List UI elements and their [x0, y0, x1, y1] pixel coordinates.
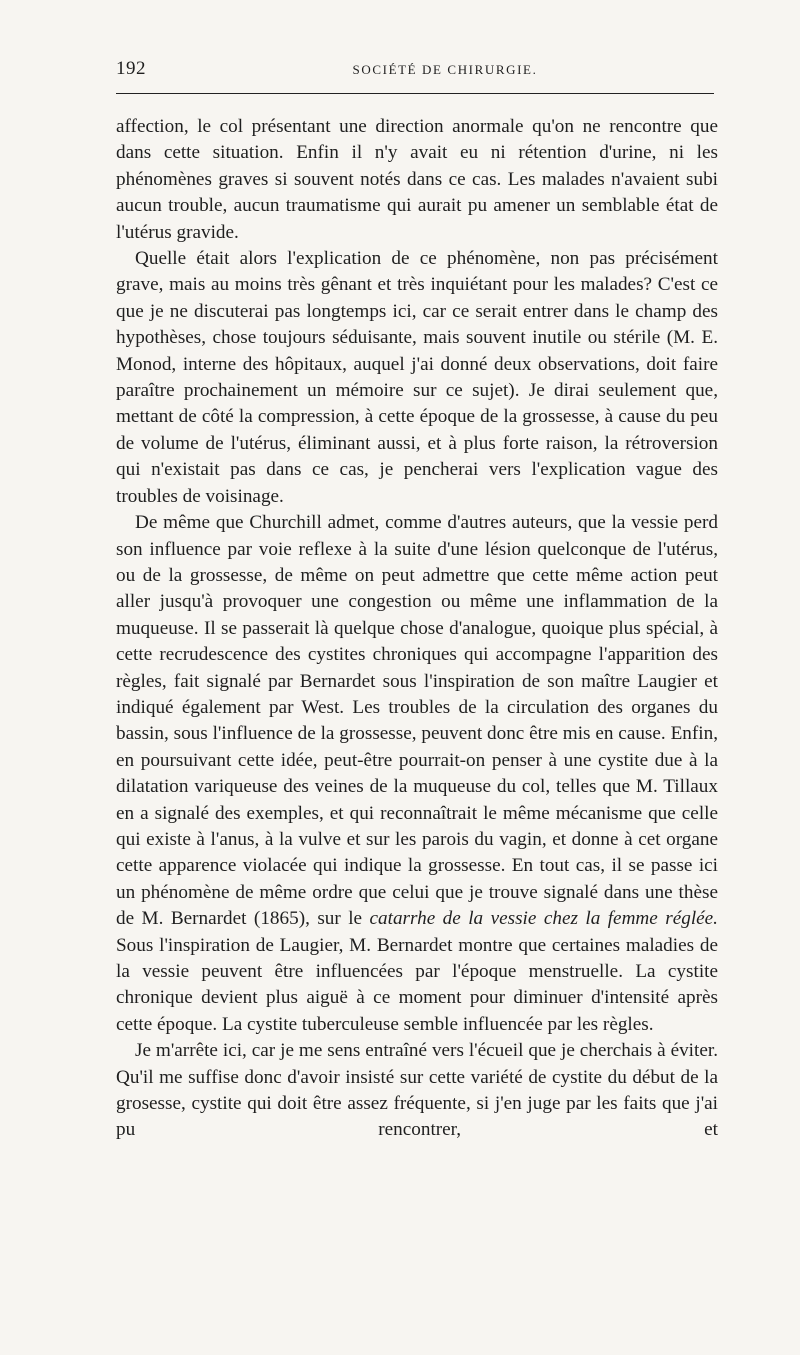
paragraph-3-text-after: Sous l'inspiration de Laugier, M. Bernardet montre que certaines maladies de la vessie peuvent être influencées par l'époque menstruelle. La cystite chronique devient plus aiguë à ce moment pour diminuer d'intensité après cette époque. La cystite tuberculeuse semble influencée par les règles. [116, 934, 718, 1035]
paragraph-4: Je m'arrête ici, car je me sens entraîné vers l'écueil que je cherchais à éviter. Qu'il me suffise donc d'avoir insisté sur cette variété de cystite du début de la grosesse, cystite qui doit être assez fréquente, si j'en juge par les faits que j'ai pu rencontrer, et [116, 1040, 718, 1141]
running-title: SOCIÉTÉ DE CHIRURGIE. [352, 62, 538, 77]
paragraph-3-text-before: De même que Churchill admet, comme d'autres auteurs, que la vessie perd son influence par voie reflexe à la suite d'une lésion quelconque de l'utérus, ou de la grossesse, de même on peut admettre que cette même action peut aller jusqu'à provoquer une congestion ou même une inflammation de la muqueuse. Il se passerait là quelque chose d'analogue, quoique plus spécial, à cette recrudescence des cystites chroniques qui accompagne l'apparition des règles, fait signalé par Bernardet sous l'inspiration de son maître Laugier et indiqué également par West. Les troubles de la circulation des organes du bassin, sous l'influence de la grossesse, peuvent donc être mis en cause. Enfin, en poursuivant cette idée, peut-être pourrait-on penser à une cystite due à la dilatation variqueuse des veines de la muqueuse du col, telles que M. Tillaux en a signalé des exemples, et qui reconnaîtrait le même mécanisme que celle qui existe à l'anus, à la vulve et sur les parois du vagin, et donne à cet organe cette apparence violacée qui indique la grossesse. En tout cas, il se passe ici un phénomène de même ordre que celui que je trouve signalé dans une thèse de M. Bernardet (1865), sur le [116, 512, 718, 930]
paragraph-3-italic-title: catarrhe de la vessie chez la femme réglée. [369, 908, 718, 930]
body-text [116, 114, 718, 1144]
header-rule [116, 93, 714, 94]
page-header [116, 0, 714, 80]
paragraph-3 [116, 510, 718, 1038]
paragraph-2: Quelle était alors l'explication de ce phénomène, non pas précisément grave, mais au moins très gênant et très inquiétant pour les malades? C'est ce que je ne discuterai pas longtemps ici, car ce serait entrer dans le champ des hypothèses, chose toujours séduisante, mais souvent inutile ou stérile (M. E. Monod, interne des hôpitaux, auquel j'ai donné deux observations, doit faire paraître prochainement un mémoire sur ce sujet). Je dirai seulement que, mettant de côté la compression, à cette époque de la grossesse, à cause du peu de volume de l'utérus, éliminant aussi, et à plus forte raison, la rétroversion qui n'existait pas dans ce cas, je pencherai vers l'explication vague des troubles de voisinage. [116, 248, 718, 507]
page-number: 192 [116, 58, 146, 79]
paragraph-1: affection, le col présentant une direction anormale qu'on ne rencontre que dans cette situation. Enfin il n'y avait eu ni rétention d'urine, ni les phénomènes graves si souvent notés dans ce cas. Les malades n'avaient subi aucun trouble, aucun traumatisme qui aurait pu amener un semblable état de l'utérus gravide. [116, 116, 718, 243]
